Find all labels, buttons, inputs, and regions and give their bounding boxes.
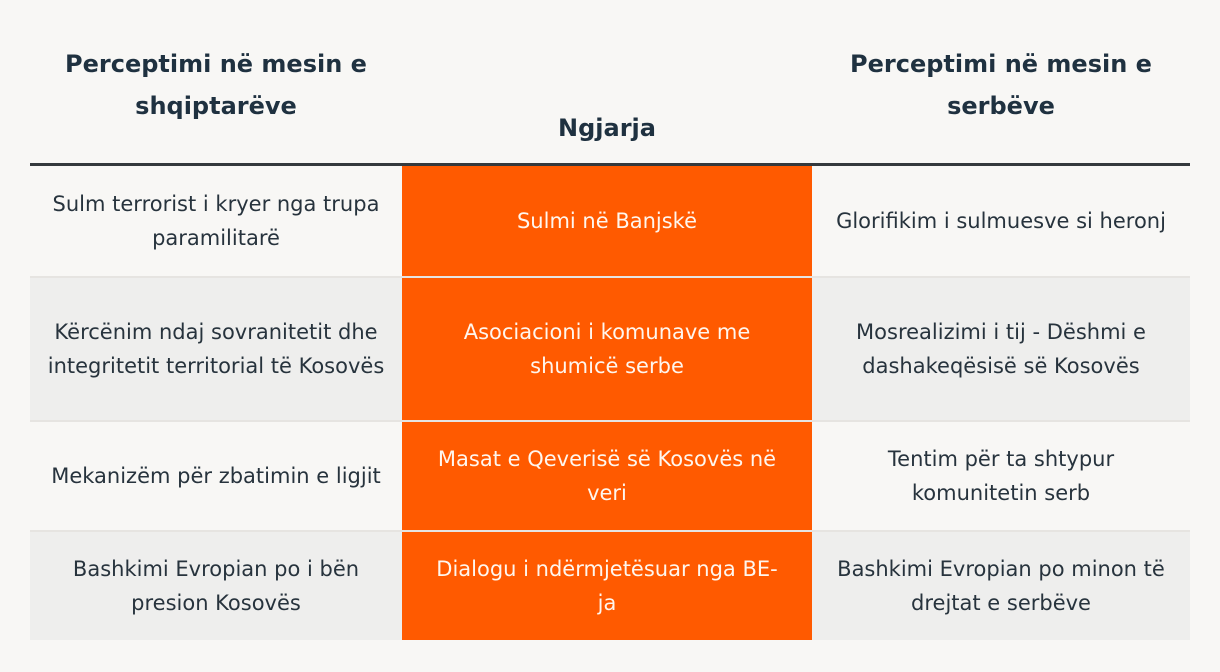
header-albanian-line1: Perceptimi në mesin e: [65, 50, 367, 78]
event-cell: Masat e Qeverisë së Kosovës në veri: [402, 422, 812, 530]
header-serbian-perception: [812, 0, 1190, 163]
header-serbian-line2: serbëve: [947, 92, 1055, 120]
albanian-perception-cell: Bashkimi Evropian po i bën presion Kosovës: [72, 557, 360, 615]
serbian-perception-cell: Mosrealizimi i tij - Dëshmi e dashakeqësisë së Kosovës: [856, 320, 1146, 378]
perception-table: [30, 0, 1190, 640]
header-event-label: Ngjarja: [558, 114, 656, 142]
albanian-perception-cell: Kërcënim ndaj sovranitetit dhe integritetit territorial të Kosovës: [47, 320, 385, 378]
table-row: [30, 422, 1190, 532]
header-event: [402, 0, 812, 163]
header-serbian-line1: Perceptimi në mesin e: [850, 50, 1152, 78]
table-row: [30, 532, 1190, 640]
header-albanian-perception: [30, 0, 402, 163]
table-row: [30, 166, 1190, 278]
header-albanian-line2: shqiptarëve: [135, 92, 297, 120]
albanian-perception-cell: Sulm terrorist i kryer nga trupa paramilitarë: [52, 192, 380, 250]
serbian-perception-cell: Glorifikim i sulmuesve si heronj: [836, 209, 1166, 233]
event-cell: Sulmi në Banjskë: [402, 166, 812, 276]
event-cell: Dialogu i ndërmjetësuar nga BE-ja: [402, 532, 812, 640]
albanian-perception-cell: Mekanizëm për zbatimin e ligjit: [51, 464, 381, 488]
serbian-perception-cell: Tentim për ta shtypur komunitetin serb: [887, 447, 1115, 505]
table-header: [30, 0, 1190, 166]
serbian-perception-cell: Bashkimi Evropian po minon të drejtat e serbëve: [837, 557, 1165, 615]
table-row: [30, 278, 1190, 422]
event-cell: Asociacioni i komunave me shumicë serbe: [402, 278, 812, 420]
